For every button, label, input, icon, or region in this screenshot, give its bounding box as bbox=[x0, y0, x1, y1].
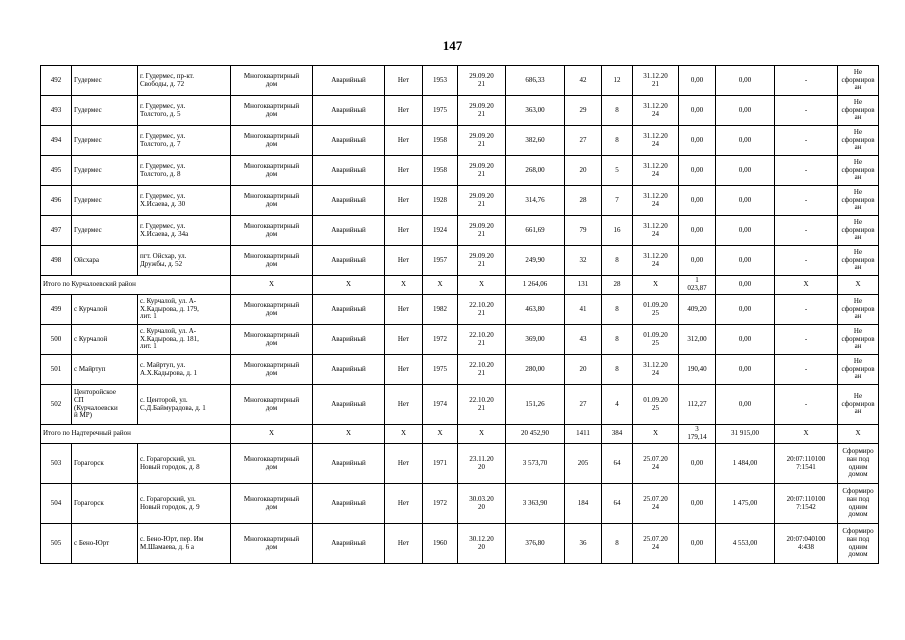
table-cell: Аварийный bbox=[313, 524, 385, 564]
table-cell: 1958 bbox=[423, 126, 458, 156]
table-cell: 1972 bbox=[423, 484, 458, 524]
table-cell: 22.10.20 21 bbox=[458, 385, 506, 425]
table-cell: Нет bbox=[385, 216, 423, 246]
table-cell: 0,00 bbox=[716, 126, 775, 156]
table-cell: 686,33 bbox=[506, 66, 565, 96]
table-cell: с. Майртуп, ул. А.Х.Кадырова, д. 1 bbox=[138, 355, 231, 385]
table-row bbox=[41, 66, 879, 96]
table-cell: с. Курчалой, ул. А- Х.Кадырова, д. 179, лит. 1 bbox=[138, 295, 231, 325]
table-cell: 31.12.20 24 bbox=[633, 126, 679, 156]
table-cell: 3 363,90 bbox=[506, 484, 565, 524]
table-cell: 661,69 bbox=[506, 216, 565, 246]
table-cell: 500 bbox=[41, 325, 72, 355]
table-cell: X bbox=[231, 276, 313, 295]
table-cell: 0,00 bbox=[716, 295, 775, 325]
table-cell: Не сформиров ан bbox=[838, 156, 879, 186]
table-cell: с Курчалой bbox=[72, 325, 138, 355]
table-cell: 12 bbox=[602, 66, 633, 96]
table-cell: X bbox=[775, 276, 838, 295]
table-cell: - bbox=[775, 385, 838, 425]
table-cell: с Бено-Юрт bbox=[72, 524, 138, 564]
table-cell: 0,00 bbox=[679, 216, 716, 246]
table-cell: Нет bbox=[385, 484, 423, 524]
table-cell: г. Гудермес, ул. Толстого, д. 5 bbox=[138, 96, 231, 126]
table-cell: - bbox=[775, 156, 838, 186]
table-cell: 20:07:110100 7:1541 bbox=[775, 444, 838, 484]
table-cell: Нет bbox=[385, 96, 423, 126]
table-cell: Нет bbox=[385, 186, 423, 216]
total-row bbox=[41, 425, 879, 444]
table-cell: 493 bbox=[41, 96, 72, 126]
table-row bbox=[41, 444, 879, 484]
table-cell: 0,00 bbox=[716, 385, 775, 425]
table-cell: 463,80 bbox=[506, 295, 565, 325]
table-cell: Многоквартирный дом bbox=[231, 355, 313, 385]
table-cell: - bbox=[775, 186, 838, 216]
table-cell: 8 bbox=[602, 96, 633, 126]
table-cell: 23.11.20 20 bbox=[458, 444, 506, 484]
table-cell: 22.10.20 21 bbox=[458, 325, 506, 355]
table-cell: X bbox=[458, 425, 506, 444]
table-cell: 0,00 bbox=[716, 96, 775, 126]
table-row bbox=[41, 156, 879, 186]
table-cell: Гудермес bbox=[72, 126, 138, 156]
table-cell: 505 bbox=[41, 524, 72, 564]
table-cell: Ойсхара bbox=[72, 246, 138, 276]
table-cell: Горагорск bbox=[72, 484, 138, 524]
table-cell: 29.09.20 21 bbox=[458, 156, 506, 186]
table-cell: Аварийный bbox=[313, 325, 385, 355]
table-cell: Аварийный bbox=[313, 295, 385, 325]
table-cell: 1 484,00 bbox=[716, 444, 775, 484]
table-cell: 376,80 bbox=[506, 524, 565, 564]
table-cell: 0,00 bbox=[679, 444, 716, 484]
table-cell: X bbox=[838, 276, 879, 295]
table-cell: 502 bbox=[41, 385, 72, 425]
table-cell: 64 bbox=[602, 484, 633, 524]
table-cell: 1960 bbox=[423, 524, 458, 564]
table-row bbox=[41, 385, 879, 425]
table-cell: 0,00 bbox=[679, 246, 716, 276]
table-cell: 31.12.20 24 bbox=[633, 96, 679, 126]
table-cell: с. Курчалой, ул. А- Х.Кадырова, д. 181, лит. 1 bbox=[138, 325, 231, 355]
table-cell: 31.12.20 24 bbox=[633, 156, 679, 186]
table-cell: 30.03.20 20 bbox=[458, 484, 506, 524]
total-label: Итого по Надтеречный район bbox=[41, 425, 231, 444]
table-cell: 503 bbox=[41, 444, 72, 484]
table-cell: 31.12.20 24 bbox=[633, 355, 679, 385]
table-cell: 0,00 bbox=[679, 96, 716, 126]
table-cell: 79 bbox=[565, 216, 602, 246]
table-cell: Многоквартирный дом bbox=[231, 186, 313, 216]
table-cell: X bbox=[423, 276, 458, 295]
table-cell: Многоквартирный дом bbox=[231, 96, 313, 126]
table-cell: 409,20 bbox=[679, 295, 716, 325]
table-cell: 01.09.20 25 bbox=[633, 295, 679, 325]
table-cell: г. Гудермес, ул. Толстого, д. 8 bbox=[138, 156, 231, 186]
table-cell: 29.09.20 21 bbox=[458, 96, 506, 126]
table-cell: Не сформиров ан bbox=[838, 295, 879, 325]
table-cell: 0,00 bbox=[679, 126, 716, 156]
table-cell: 01.09.20 25 bbox=[633, 385, 679, 425]
table-cell: 1972 bbox=[423, 325, 458, 355]
table-row bbox=[41, 186, 879, 216]
table-cell: 0,00 bbox=[679, 66, 716, 96]
table-cell: 496 bbox=[41, 186, 72, 216]
table-cell: пгт. Ойсхар, ул. Дружбы, д. 52 bbox=[138, 246, 231, 276]
table-cell: Аварийный bbox=[313, 156, 385, 186]
table-cell: 1958 bbox=[423, 156, 458, 186]
table-cell: 312,00 bbox=[679, 325, 716, 355]
table-cell: Не сформиров ан bbox=[838, 385, 879, 425]
table-cell: 64 bbox=[602, 444, 633, 484]
table-cell: 0,00 bbox=[716, 355, 775, 385]
table-cell: 36 bbox=[565, 524, 602, 564]
table-cell: 0,00 bbox=[679, 524, 716, 564]
table-cell: 0,00 bbox=[716, 325, 775, 355]
table-cell: 7 bbox=[602, 186, 633, 216]
table-cell: 499 bbox=[41, 295, 72, 325]
table-cell: Многоквартирный дом bbox=[231, 524, 313, 564]
table-cell: 369,00 bbox=[506, 325, 565, 355]
table-cell: Многоквартирный дом bbox=[231, 325, 313, 355]
table-cell: 8 bbox=[602, 325, 633, 355]
table-cell: 190,40 bbox=[679, 355, 716, 385]
table-cell: Нет bbox=[385, 126, 423, 156]
table-cell: 32 bbox=[565, 246, 602, 276]
table-cell: 01.09.20 25 bbox=[633, 325, 679, 355]
table-cell: 31.12.20 21 bbox=[633, 66, 679, 96]
table-cell: Нет bbox=[385, 156, 423, 186]
page-number: 147 bbox=[442, 38, 463, 53]
table-row bbox=[41, 295, 879, 325]
table-cell: Нет bbox=[385, 325, 423, 355]
table-cell: с. Бено-Юрт, пер. Им М.Шамаева, д. 6 а bbox=[138, 524, 231, 564]
table-cell: 492 bbox=[41, 66, 72, 96]
table-cell: - bbox=[775, 216, 838, 246]
table-cell: Горагорск bbox=[72, 444, 138, 484]
table-cell: Не сформиров ан bbox=[838, 66, 879, 96]
table-cell: Сформиро ван под одним домом bbox=[838, 444, 879, 484]
housing-table bbox=[40, 65, 879, 564]
table-cell: 0,00 bbox=[679, 484, 716, 524]
table-cell: Многоквартирный дом bbox=[231, 246, 313, 276]
table-cell: - bbox=[775, 66, 838, 96]
table-row bbox=[41, 524, 879, 564]
table-cell: 30.12.20 20 bbox=[458, 524, 506, 564]
table-cell: Нет bbox=[385, 524, 423, 564]
table-cell: 20:07:110100 7:1542 bbox=[775, 484, 838, 524]
table-cell: 27 bbox=[565, 126, 602, 156]
table-cell: 1411 bbox=[565, 425, 602, 444]
table-cell: Аварийный bbox=[313, 444, 385, 484]
table-row bbox=[41, 355, 879, 385]
table-cell: Аварийный bbox=[313, 186, 385, 216]
table-cell: Гудермес bbox=[72, 96, 138, 126]
table-cell: 20 bbox=[565, 156, 602, 186]
table-cell: 31.12.20 24 bbox=[633, 246, 679, 276]
table-cell: 0,00 bbox=[679, 156, 716, 186]
table-cell: 41 bbox=[565, 295, 602, 325]
table-cell: 8 bbox=[602, 524, 633, 564]
table-cell: 20 452,90 bbox=[506, 425, 565, 444]
table-cell: 31.12.20 24 bbox=[633, 216, 679, 246]
table-cell: 504 bbox=[41, 484, 72, 524]
table-cell: 501 bbox=[41, 355, 72, 385]
table-cell: 0,00 bbox=[716, 186, 775, 216]
table-cell: Нет bbox=[385, 444, 423, 484]
table-cell: Не сформиров ан bbox=[838, 126, 879, 156]
table-cell: 29.09.20 21 bbox=[458, 126, 506, 156]
table-cell: 151,26 bbox=[506, 385, 565, 425]
table-cell: Нет bbox=[385, 246, 423, 276]
table-cell: 20:07:040100 4:438 bbox=[775, 524, 838, 564]
table-cell: Аварийный bbox=[313, 355, 385, 385]
table-cell: 1974 bbox=[423, 385, 458, 425]
table-cell: Многоквартирный дом bbox=[231, 66, 313, 96]
table-cell: Аварийный bbox=[313, 216, 385, 246]
table-cell: с Майртуп bbox=[72, 355, 138, 385]
table-cell: 31.12.20 24 bbox=[633, 186, 679, 216]
table-cell: 0,00 bbox=[716, 216, 775, 246]
table-cell: 384 bbox=[602, 425, 633, 444]
table-cell: 4 553,00 bbox=[716, 524, 775, 564]
table-cell: 0,00 bbox=[716, 246, 775, 276]
table-cell: X bbox=[385, 425, 423, 444]
table-cell: 112,27 bbox=[679, 385, 716, 425]
table-cell: - bbox=[775, 325, 838, 355]
table-cell: - bbox=[775, 295, 838, 325]
table-cell: Нет bbox=[385, 66, 423, 96]
table-cell: Гудермес bbox=[72, 216, 138, 246]
table-cell: Аварийный bbox=[313, 246, 385, 276]
table-cell: X bbox=[313, 276, 385, 295]
table-cell: 8 bbox=[602, 126, 633, 156]
table-cell: с Курчалой bbox=[72, 295, 138, 325]
table-cell: 382,60 bbox=[506, 126, 565, 156]
table-cell: 22.10.20 21 bbox=[458, 355, 506, 385]
table-cell: X bbox=[423, 425, 458, 444]
table-cell: Нет bbox=[385, 295, 423, 325]
table-cell: - bbox=[775, 355, 838, 385]
table-cell: Многоквартирный дом bbox=[231, 295, 313, 325]
table-cell: Аварийный bbox=[313, 96, 385, 126]
table-cell: г. Гудермес, пр-кт. Свободы, д. 72 bbox=[138, 66, 231, 96]
table-cell: 16 bbox=[602, 216, 633, 246]
table-cell: 1957 bbox=[423, 246, 458, 276]
table-row bbox=[41, 246, 879, 276]
table-cell: X bbox=[633, 425, 679, 444]
table-cell: г. Гудермес, ул. Толстого, д. 7 bbox=[138, 126, 231, 156]
table-cell: 494 bbox=[41, 126, 72, 156]
table-cell: 8 bbox=[602, 246, 633, 276]
table-cell: Многоквартирный дом bbox=[231, 216, 313, 246]
table-row bbox=[41, 96, 879, 126]
table-cell: X bbox=[775, 425, 838, 444]
table-cell: Не сформиров ан bbox=[838, 325, 879, 355]
table-cell: 1953 bbox=[423, 66, 458, 96]
total-label: Итого по Курчалоевский район bbox=[41, 276, 231, 295]
table-row bbox=[41, 484, 879, 524]
table-cell: Многоквартирный дом bbox=[231, 385, 313, 425]
table-cell: 1975 bbox=[423, 96, 458, 126]
table-row bbox=[41, 216, 879, 246]
table-cell: 249,90 bbox=[506, 246, 565, 276]
table-cell: 8 bbox=[602, 355, 633, 385]
table-cell: 495 bbox=[41, 156, 72, 186]
table-cell: X bbox=[385, 276, 423, 295]
table-cell: 28 bbox=[565, 186, 602, 216]
table-cell: Не сформиров ан bbox=[838, 96, 879, 126]
table-cell: 1975 bbox=[423, 355, 458, 385]
table-cell: 5 bbox=[602, 156, 633, 186]
table-cell: 1928 bbox=[423, 186, 458, 216]
table-cell: 1 023,87 bbox=[679, 276, 716, 295]
table-cell: 1 475,00 bbox=[716, 484, 775, 524]
table-cell: 3 573,70 bbox=[506, 444, 565, 484]
table-cell: Аварийный bbox=[313, 66, 385, 96]
table-cell: 8 bbox=[602, 295, 633, 325]
table-cell: 27 bbox=[565, 385, 602, 425]
table-cell: 1 264,06 bbox=[506, 276, 565, 295]
table-cell: Гудермес bbox=[72, 186, 138, 216]
table-body bbox=[41, 66, 879, 564]
table-cell: - bbox=[775, 126, 838, 156]
table-cell: Нет bbox=[385, 355, 423, 385]
table-row bbox=[41, 325, 879, 355]
table-cell: Сформиро ван под одним домом bbox=[838, 524, 879, 564]
table-cell: Центоройское СП (Курчалоевски й МР) bbox=[72, 385, 138, 425]
table-cell: Аварийный bbox=[313, 126, 385, 156]
table-cell: г. Гудермес, ул. Х.Исаева, д. 34а bbox=[138, 216, 231, 246]
table-cell: 43 bbox=[565, 325, 602, 355]
table-cell: 20 bbox=[565, 355, 602, 385]
table-cell: X bbox=[231, 425, 313, 444]
table-cell: Не сформиров ан bbox=[838, 216, 879, 246]
table-cell: X bbox=[633, 276, 679, 295]
table-cell: X bbox=[458, 276, 506, 295]
table-cell: 497 bbox=[41, 216, 72, 246]
table-cell: 28 bbox=[602, 276, 633, 295]
table-cell: 29.09.20 21 bbox=[458, 216, 506, 246]
table-cell: Сформиро ван под одним домом bbox=[838, 484, 879, 524]
table-cell: Не сформиров ан bbox=[838, 355, 879, 385]
table-cell: 3 179,14 bbox=[679, 425, 716, 444]
table-cell: 268,00 bbox=[506, 156, 565, 186]
table-cell: Аварийный bbox=[313, 484, 385, 524]
table-cell: Гудермес bbox=[72, 66, 138, 96]
table-cell: 0,00 bbox=[679, 186, 716, 216]
table-cell: 29 bbox=[565, 96, 602, 126]
table-cell: 363,00 bbox=[506, 96, 565, 126]
table-cell: X bbox=[313, 425, 385, 444]
table-cell: 25.07.20 24 bbox=[633, 484, 679, 524]
table-cell: 184 bbox=[565, 484, 602, 524]
table-cell: 22.10.20 21 bbox=[458, 295, 506, 325]
table-cell: Не сформиров ан bbox=[838, 246, 879, 276]
table-cell: 314,76 bbox=[506, 186, 565, 216]
table-cell: 31 915,00 bbox=[716, 425, 775, 444]
table-cell: с. Горагорский, ул. Новый городок, д. 9 bbox=[138, 484, 231, 524]
table-cell: 29.09.20 21 bbox=[458, 246, 506, 276]
table-cell: г. Гудермес, ул. Х.Исаева, д. 30 bbox=[138, 186, 231, 216]
table-cell: Аварийный bbox=[313, 385, 385, 425]
table-cell: с. Центорой, ул. С.Д.Баймурадова, д. 1 bbox=[138, 385, 231, 425]
table-cell: Многоквартирный дом bbox=[231, 126, 313, 156]
table-cell: 131 bbox=[565, 276, 602, 295]
table-cell: 0,00 bbox=[716, 156, 775, 186]
table-cell: 1982 bbox=[423, 295, 458, 325]
table-cell: 1971 bbox=[423, 444, 458, 484]
table-cell: Многоквартирный дом bbox=[231, 484, 313, 524]
table-cell: Многоквартирный дом bbox=[231, 444, 313, 484]
table-cell: 42 bbox=[565, 66, 602, 96]
table-cell: 25.07.20 24 bbox=[633, 524, 679, 564]
table-cell: 205 bbox=[565, 444, 602, 484]
table-cell: Не сформиров ан bbox=[838, 186, 879, 216]
table-cell: 4 bbox=[602, 385, 633, 425]
total-row bbox=[41, 276, 879, 295]
table-cell: 25.07.20 24 bbox=[633, 444, 679, 484]
table-cell: 0,00 bbox=[716, 66, 775, 96]
table-cell: - bbox=[775, 96, 838, 126]
table-cell: 498 bbox=[41, 246, 72, 276]
table-cell: Гудермес bbox=[72, 156, 138, 186]
table-cell: X bbox=[838, 425, 879, 444]
table-cell: - bbox=[775, 246, 838, 276]
table-cell: с. Горагорский, ул. Новый городок, д. 8 bbox=[138, 444, 231, 484]
table-cell: 29.09.20 21 bbox=[458, 66, 506, 96]
table-cell: 280,00 bbox=[506, 355, 565, 385]
table-cell: 29.09.20 21 bbox=[458, 186, 506, 216]
table-cell: 0,00 bbox=[716, 276, 775, 295]
table-cell: Нет bbox=[385, 385, 423, 425]
table-cell: 1924 bbox=[423, 216, 458, 246]
table-cell: Многоквартирный дом bbox=[231, 156, 313, 186]
table-row bbox=[41, 126, 879, 156]
